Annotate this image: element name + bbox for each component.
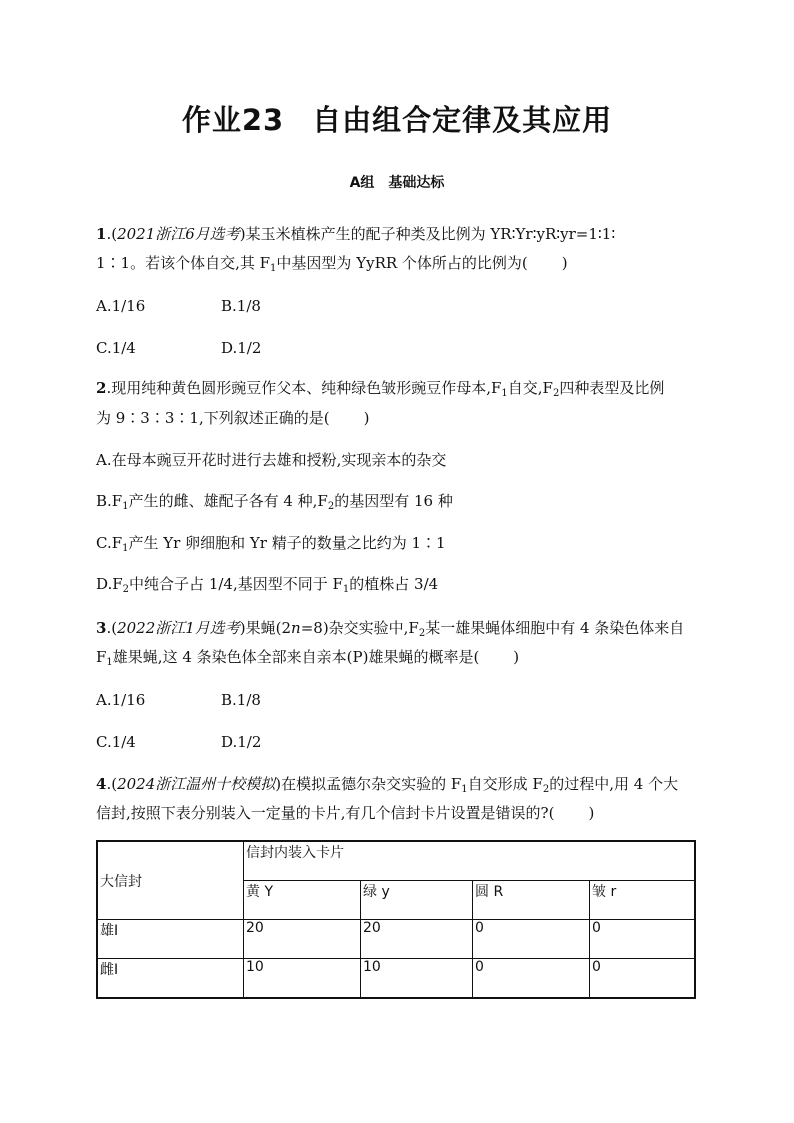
q1-option-a[interactable]: A.1/16 xyxy=(96,297,146,315)
table-subheader-green: 绿 y xyxy=(361,881,473,920)
page-title: 作业23 自由组合定律及其应用 xyxy=(181,103,613,137)
q2-stem-line2: 为 9∶3∶3∶1,下列叙述正确的是( ) xyxy=(96,409,370,427)
table-row xyxy=(97,959,695,999)
table-cell: 0 xyxy=(590,959,696,999)
q3-option-b[interactable]: B.1/8 xyxy=(221,691,261,709)
table-row-label: 雌Ⅰ xyxy=(97,959,244,999)
q3-stem-line1: 3.(2022浙江1月选考)果蝇(2n=8)杂交实验中$,F_2$某一雄果蝇体细胞中有 4 条染色体来自 xyxy=(96,619,685,639)
q3-option-c[interactable]: C.1/4 xyxy=(96,733,136,751)
q3-stem-line2: $F_1$雄果蝇,这 4 条染色体全部来自亲本(P)雄果蝇的概率是( ) xyxy=(96,648,520,668)
table-cell: 0 xyxy=(473,920,590,959)
table-subheader-wrinkled: 皱 r xyxy=(590,881,696,920)
q1-stem-line2: 1∶1。若该个体自交,其 $F_1$中基因型为 YyRR 个体所占的比例为( ) xyxy=(96,254,568,274)
table-header-cards: 信封内装入卡片 xyxy=(244,841,696,881)
q3-option-a[interactable]: A.1/16 xyxy=(96,691,146,709)
envelope-card-table xyxy=(96,840,696,999)
q4-stem-line2: 信封,按照下表分别装入一定量的卡片,有几个信封卡片设置是错误的?( ) xyxy=(96,804,595,822)
table-cell: 0 xyxy=(590,920,696,959)
q1-option-b[interactable]: B.1/8 xyxy=(221,297,261,315)
table-row xyxy=(97,920,695,959)
q1-stem-line1: 1.(2021浙江6月选考)某玉米植株产生的配子种类及比例为 YR∶Yr∶yR∶yr=1∶1∶ xyxy=(96,225,616,243)
q2-stem-line1: 2.现用纯种黄色圆形豌豆作父本、纯种绿色皱形豌豆作母本$,F_1$自交$,F_2$四种表型及比例 xyxy=(96,379,665,399)
q2-option-a[interactable]: A.在母本豌豆开花时进行去雄和授粉,实现亲本的杂交 xyxy=(96,451,447,469)
table-cell: 20 xyxy=(361,920,473,959)
table-cell: 20 xyxy=(244,920,361,959)
table-subheader-round: 圆 R xyxy=(473,881,590,920)
table-subheader-yellow: 黄 Y xyxy=(244,881,361,920)
table-cell: 0 xyxy=(473,959,590,999)
table-cell: 10 xyxy=(244,959,361,999)
table-header-envelope: 大信封 xyxy=(97,841,244,920)
q2-option-c[interactable]: $C.F_1$产生 Yr 卵细胞和 Yr 精子的数量之比约为 1∶1 xyxy=(96,534,446,554)
q1-option-d[interactable]: D.1/2 xyxy=(221,339,262,357)
q2-option-d[interactable]: $D.F_2$中纯合子占 1/4,基因型不同于 $F_1$的植株占 3/4 xyxy=(96,575,439,595)
q2-option-b[interactable]: $B.F_1$产生的雌、雄配子各有 4 种$,F_2$的基因型有 16 种 xyxy=(96,492,453,512)
q3-option-d[interactable]: D.1/2 xyxy=(221,733,262,751)
q4-stem-line1: 4.(2024浙江温州十校模拟)在模拟孟德尔杂交实验的 $F_1$自交形成 $F_2$的过程中,用 4 个大 xyxy=(96,775,679,795)
table-row-label: 雄Ⅰ xyxy=(97,920,244,959)
table-cell: 10 xyxy=(361,959,473,999)
section-heading: A组 基础达标 xyxy=(349,175,445,191)
q1-option-c[interactable]: C.1/4 xyxy=(96,339,136,357)
